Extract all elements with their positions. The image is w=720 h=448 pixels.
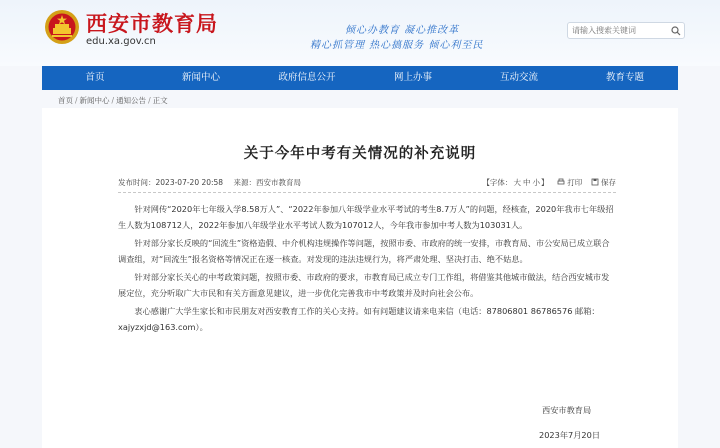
breadcrumb-separator: / (75, 96, 78, 105)
nav-item-home[interactable]: 首页 (85, 72, 105, 83)
nav-item-special-topics[interactable]: 教育专题 (605, 72, 644, 83)
slogan-line-1: 倾心办教育 凝心推改革 (345, 25, 460, 36)
national-emblem-icon[interactable] (44, 9, 80, 45)
article-title: 关于今年中考有关情况的补充说明 (243, 146, 477, 162)
print-button[interactable] (557, 178, 585, 187)
font-size-large[interactable]: 大 (513, 178, 521, 187)
search-input[interactable] (572, 24, 668, 37)
article-meta (118, 175, 616, 189)
print-icon (557, 178, 565, 186)
breadcrumb-separator: / (111, 96, 115, 105)
article-body (118, 201, 616, 337)
font-size-medium[interactable]: 中 (522, 178, 531, 187)
site-header (0, 0, 720, 66)
nav-item-online-service[interactable]: 网上办事 (393, 72, 432, 83)
breadcrumb-separator: / (148, 96, 151, 105)
nav-item-news[interactable]: 新闻中心 (181, 72, 220, 83)
article-source: 来源：西安市教育局 (233, 178, 301, 187)
site-title[interactable]: 西安市教育局 (86, 11, 218, 36)
font-size-label: 【字体： (482, 178, 513, 187)
article-signature: 西安市教育局 (542, 405, 592, 415)
article-paragraph: 针对网传“2020年七年级入学8.58万人”、“2022年参加八年级学业水平考试的考生8.7万人”的问题，经核查，2020年我市七年级招生人数为108712人，2022年参加八年级学业水平考试人数为107012人，今年我市参加中考人数为103031人。 (118, 204, 614, 230)
article-paragraph: 衷心感谢广大学生家长和市民朋友对西安教育工作的关心支持。如有问题建议请来电来信（电话：87806801 86786576 邮箱：xajyzxjd@163.com）。 (118, 306, 600, 332)
article-paragraph: 针对部分家长关心的中考政策问题，按照市委、市政府的要求，市教育局已成立专门工作组，将借鉴其他城市做法，结合西安城市发展定位，充分听取广大市民和有关方面意见建议，进一步优化完善我市中考政策并及时向社会公布。 (118, 272, 610, 298)
article-signature-date: 2023年7月20日 (539, 430, 601, 440)
article-panel (42, 108, 678, 448)
search-box (567, 22, 685, 39)
breadcrumb-notices[interactable]: 通知公告 (116, 96, 147, 105)
publish-time: 发布时间：2023-07-20 20:58 (118, 178, 224, 187)
article-paragraph: 针对部分家长反映的“回流生”资格造假、中介机构违规操作等问题，按照市委、市政府的统一安排，市教育局、市公安局已成立联合调查组，对“回流生”报名资格等情况正在逐一核查。对发现的违法违规行为，将严肃处理、坚决打击、绝不姑息。 (118, 238, 610, 264)
site-domain: edu.xa.gov.cn (86, 36, 156, 47)
breadcrumb-news[interactable]: 新闻中心 (79, 96, 110, 105)
print-label: 打印 (567, 178, 583, 187)
slogan-line-2: 精心抓管理 热心搞服务 倾心利至民 (310, 40, 484, 51)
search-icon[interactable] (671, 26, 681, 36)
font-size-end: 】 (540, 178, 549, 187)
meta-divider (118, 192, 616, 193)
breadcrumb-current: 正文 (152, 96, 168, 105)
nav-item-interaction[interactable]: 互动交流 (499, 72, 538, 83)
font-size-small[interactable]: 小 (532, 178, 540, 187)
save-button[interactable] (591, 178, 616, 187)
nav-item-gov-info[interactable]: 政府信息公开 (278, 72, 336, 83)
save-icon (591, 178, 599, 186)
breadcrumb-home[interactable]: 首页 (58, 96, 73, 105)
breadcrumb (58, 95, 168, 106)
main-nav (42, 66, 678, 90)
save-label: 保存 (601, 178, 616, 187)
